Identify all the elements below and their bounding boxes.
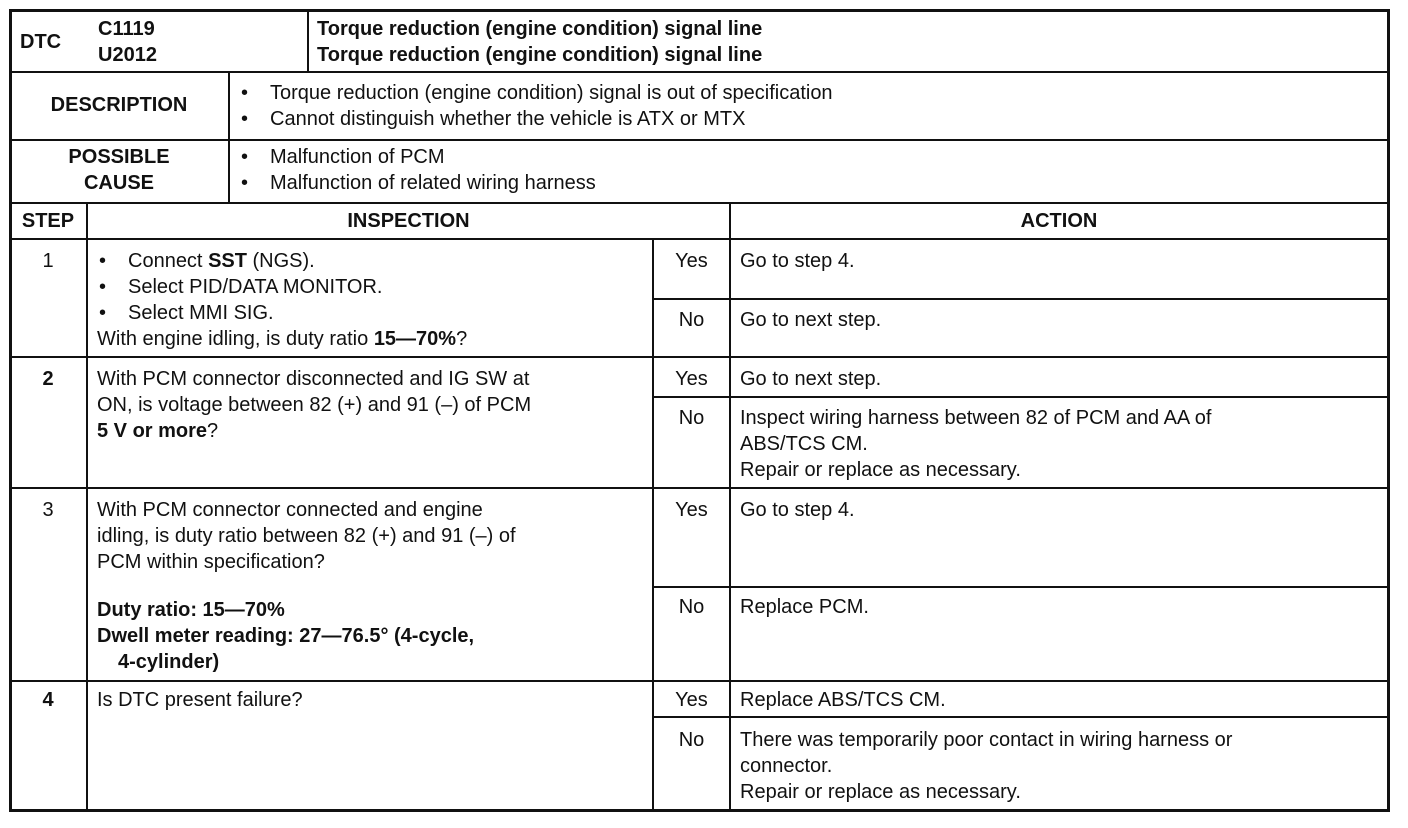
column-header-inspection: INSPECTION xyxy=(347,210,470,232)
possible-cause-label: CAUSE xyxy=(83,172,154,194)
inspection-text: (NGS). xyxy=(246,250,315,272)
rule-cause-bottom xyxy=(9,202,1390,204)
possible-cause-item: Malfunction of related wiring harness xyxy=(270,172,596,194)
inspection-text-bold: 15—70% xyxy=(373,328,457,350)
step-number: 4 xyxy=(42,689,54,711)
rule-step-col xyxy=(86,202,88,812)
inspection-line: Select PID/DATA MONITOR. xyxy=(128,276,383,298)
rule-columns-bottom xyxy=(9,238,1390,240)
dtc-title: Torque reduction (engine condition) signal line xyxy=(317,44,763,66)
column-header-step: STEP xyxy=(21,210,75,232)
dtc-code: U2012 xyxy=(98,44,157,66)
rule-header-split xyxy=(307,9,309,72)
inspection-line: Select MMI SIG. xyxy=(128,302,274,324)
description-label: DESCRIPTION xyxy=(50,94,188,116)
rule-label-split xyxy=(228,71,230,203)
rule-step1-mid xyxy=(652,298,1390,300)
inspection-text: ? xyxy=(456,328,468,350)
action-text: Inspect wiring harness between 82 of PCM and AA of xyxy=(740,407,1212,429)
rule-step2-bottom xyxy=(9,487,1390,489)
inspection-line xyxy=(97,418,218,444)
possible-cause-item: Malfunction of PCM xyxy=(270,146,445,168)
specification-line: Dwell meter reading: 27—76.5° (4-cycle, xyxy=(97,625,475,647)
specification-line: 4-cylinder) xyxy=(118,651,220,673)
rule-step3-bottom xyxy=(9,680,1390,682)
inspection-line xyxy=(128,248,315,274)
dtc-code: C1119 xyxy=(98,18,155,40)
no-label: No xyxy=(678,596,705,618)
rule-step2-mid xyxy=(652,396,1390,398)
column-header-action: ACTION xyxy=(1020,210,1098,232)
no-label: No xyxy=(678,407,705,429)
bullet-icon: • xyxy=(241,108,249,130)
action-text: Replace ABS/TCS CM. xyxy=(740,689,946,711)
yes-label: Yes xyxy=(675,499,708,521)
bullet-icon: • xyxy=(99,250,107,272)
inspection-line: PCM within specification? xyxy=(97,551,325,573)
bullet-icon: • xyxy=(241,82,249,104)
action-text: Repair or replace as necessary. xyxy=(740,781,1021,803)
rule-step1-bottom xyxy=(9,356,1390,358)
bullet-icon: • xyxy=(99,302,107,324)
step-number: 2 xyxy=(42,368,54,390)
inspection-text: ? xyxy=(207,420,219,442)
specification-line: Duty ratio: 15—70% xyxy=(97,599,285,621)
no-label: No xyxy=(678,729,705,751)
yes-label: Yes xyxy=(675,250,708,272)
step-number: 1 xyxy=(42,250,54,272)
dtc-title: Torque reduction (engine condition) signal line xyxy=(317,18,763,40)
action-text: Replace PCM. xyxy=(740,596,869,618)
no-label: No xyxy=(678,309,705,331)
bullet-icon: • xyxy=(241,172,249,194)
dtc-label: DTC xyxy=(20,31,62,53)
rule-step3-mid xyxy=(652,586,1390,588)
inspection-line: With PCM connector disconnected and IG SW at xyxy=(97,368,530,390)
inspection-text: Connect xyxy=(128,250,209,272)
rule-step4-mid xyxy=(652,716,1390,718)
action-text: Repair or replace as necessary. xyxy=(740,459,1021,481)
action-text: Go to step 4. xyxy=(740,250,855,272)
description-item: Cannot distinguish whether the vehicle is ATX or MTX xyxy=(270,108,746,130)
action-text: There was temporarily poor contact in wiring harness or xyxy=(740,729,1233,751)
inspection-line: Is DTC present failure? xyxy=(97,689,303,711)
bullet-icon: • xyxy=(99,276,107,298)
inspection-text: With engine idling, is duty ratio xyxy=(97,328,374,350)
inspection-line: ON, is voltage between 82 (+) and 91 (–) of PCM xyxy=(97,394,532,416)
action-text: Go to next step. xyxy=(740,368,882,390)
yes-label: Yes xyxy=(675,689,708,711)
description-item: Torque reduction (engine condition) signal is out of specification xyxy=(270,82,833,104)
inspection-text-bold: SST xyxy=(208,250,247,272)
inspection-line xyxy=(97,326,467,352)
inspection-line: With PCM connector connected and engine xyxy=(97,499,483,521)
yes-label: Yes xyxy=(675,368,708,390)
step-number: 3 xyxy=(42,499,54,521)
possible-cause-label: POSSIBLE xyxy=(68,146,170,168)
rule-header-bottom xyxy=(9,71,1390,73)
bullet-icon: • xyxy=(241,146,249,168)
inspection-text-bold: 5 V or more xyxy=(97,420,208,442)
rule-action-col xyxy=(729,202,731,812)
action-text: Go to step 4. xyxy=(740,499,855,521)
action-text: ABS/TCS CM. xyxy=(740,433,868,455)
action-text: connector. xyxy=(740,755,833,777)
action-text: Go to next step. xyxy=(740,309,882,331)
rule-description-bottom xyxy=(9,139,1390,141)
inspection-line: idling, is duty ratio between 82 (+) and 91 (–) of xyxy=(97,525,516,547)
